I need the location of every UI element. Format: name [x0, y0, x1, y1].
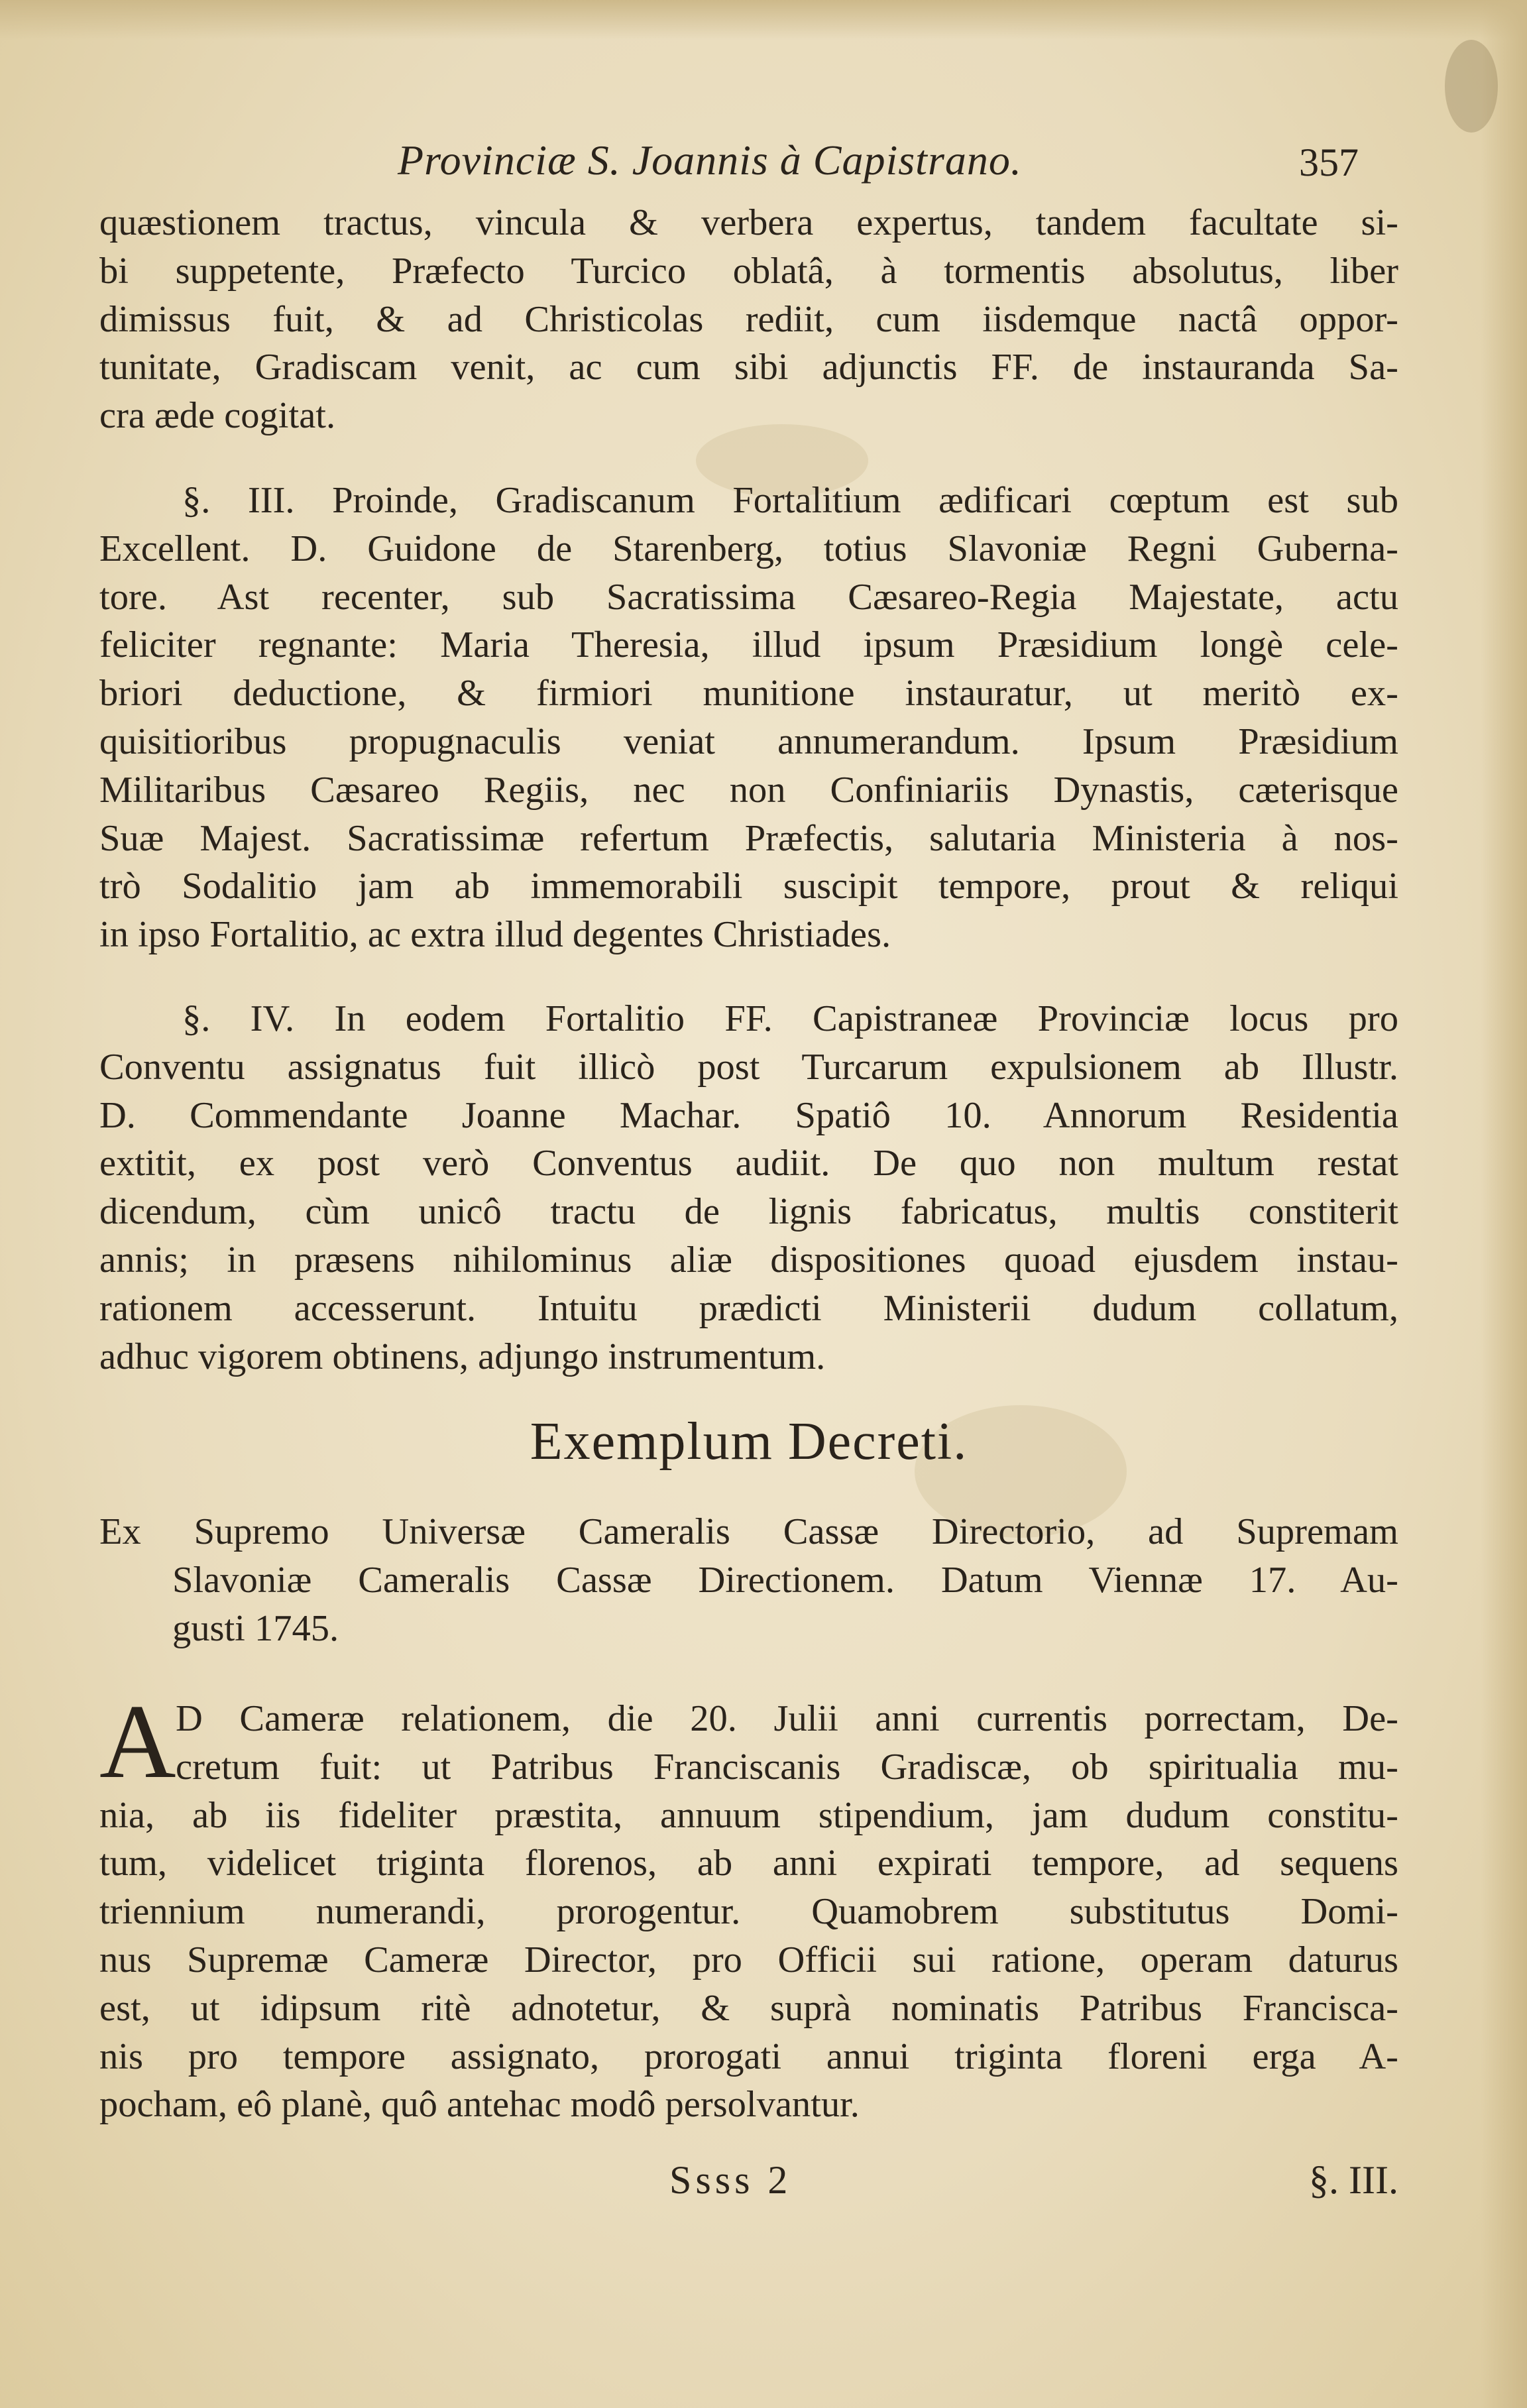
- decree-header: [99, 1508, 1398, 1652]
- text-line: est, ut idipsum ritè adnotetur, & suprà nominatis Patribus Francisca-: [99, 1987, 1398, 2029]
- page-edge-right: [1481, 0, 1527, 2408]
- text-line: pocham, eô planè, quô antehac modô persolvantur.: [99, 2084, 860, 2126]
- text-line: Suæ Majest. Sacratissimæ refertum Præfectis, salutaria Ministeria à nos-: [99, 817, 1398, 859]
- text-line: Militaribus Cæsareo Regiis, nec non Confiniariis Dynastis, cæterisque: [99, 769, 1398, 811]
- text-line: dimissus fuit, & ad Christicolas rediit, cum iisdemque nactâ oppor-: [99, 298, 1398, 340]
- text-line: D. Commendante Joanne Machar. Spatiô 10. Annorum Residentia: [99, 1094, 1398, 1136]
- catchword: §. III.: [1309, 2158, 1398, 2202]
- text-line: dicendum, cùm unicô tractu de lignis fabricatus, multis constiterit: [99, 1191, 1398, 1233]
- text-line: D Cameræ relationem, die 20. Julii anni currentis porrectam, De-: [176, 1698, 1398, 1739]
- text-line: nis pro tempore assignato, prorogati annui triginta floreni erga A-: [99, 2035, 1398, 2077]
- section-heading: Exemplum Decreti.: [530, 1412, 968, 1471]
- text-line: nus Supremæ Cameræ Director, pro Officii sui ratione, operam daturus: [99, 1939, 1398, 1980]
- page-number: 357: [1299, 141, 1359, 184]
- text-line: briori deductione, & firmiori munitione instauratur, ut meritò ex-: [99, 673, 1398, 715]
- text-line: nia, ab iis fideliter præstita, annuum stipendium, jam dudum constitu-: [99, 1794, 1398, 1836]
- text-line: tum, videlicet triginta florenos, ab anni expirati tempore, ad sequens: [99, 1843, 1398, 1884]
- text-line: trò Sodalitio jam ab immemorabili suscipit tempore, prout & reliqui: [99, 866, 1398, 907]
- page-edge-top: [0, 0, 1527, 40]
- text-line: gusti 1745.: [172, 1607, 339, 1649]
- text-line: rationem accesserunt. Intuitu prædicti Ministerii dudum collatum,: [99, 1287, 1398, 1329]
- drop-cap: A: [99, 1682, 176, 1800]
- text-line: bi suppetente, Præfecto Turcico oblatâ, à tormentis absolutus, liber: [99, 250, 1398, 292]
- text-line: in ipso Fortalitio, ac extra illud degentes Christiades.: [99, 914, 891, 956]
- paper-stain: [1445, 40, 1498, 133]
- text-line: quæstionem tractus, vincula & verbera expertus, tandem facultate si-: [99, 202, 1398, 243]
- paragraph-section-4: [99, 995, 1398, 1381]
- text-line: Slavoniæ Cameralis Cassæ Directionem. Datum Viennæ 17. Au-: [172, 1559, 1398, 1601]
- text-line: annis; in præsens nihilominus aliæ dispositiones quoad ejusdem instau-: [99, 1239, 1398, 1281]
- paragraph-section-3: [99, 477, 1398, 959]
- text-line: tunitate, Gradiscam venit, ac cum sibi adjunctis FF. de instauranda Sa-: [99, 347, 1398, 388]
- text-line: adhuc vigorem obtinens, adjungo instrumentum.: [99, 1336, 826, 1377]
- text-line: tore. Ast recenter, sub Sacratissima Cæsareo-Regia Majestate, actu: [99, 576, 1398, 618]
- text-line: cra æde cogitat.: [99, 395, 336, 437]
- text-line: cretum fuit: ut Patribus Franciscanis Gradiscæ, ob spiritualia mu-: [176, 1746, 1398, 1788]
- text-line: §. IV. In eodem Fortalitio FF. Capistraneæ Provinciæ locus pro: [182, 998, 1398, 1039]
- text-line: triennium numerandi, prorogentur. Quamobrem substitutus Domi-: [99, 1891, 1398, 1933]
- text-line: Conventu assignatus fuit illicò post Turcarum expulsionem ab Illustr.: [99, 1046, 1398, 1088]
- decree-body: [99, 1682, 1398, 2129]
- text-line: Excellent. D. Guidone de Starenberg, totius Slavoniæ Regni Guberna-: [99, 528, 1398, 569]
- paragraph-continuation: [99, 199, 1398, 440]
- signature-mark: Ssss 2: [669, 2158, 792, 2202]
- page-footer: [99, 2157, 1398, 2210]
- text-line: feliciter regnante: Maria Theresia, illud ipsum Præsidium longè cele-: [99, 624, 1398, 666]
- running-head: [99, 136, 1412, 196]
- text-line: quisitioribus propugnaculis veniat annumerandum. Ipsum Præsidium: [99, 720, 1398, 762]
- text-line: Ex Supremo Universæ Cameralis Cassæ Directorio, ad Supremam: [99, 1511, 1398, 1552]
- running-head-title: Provinciæ S. Joannis à Capistrano.: [398, 137, 1022, 184]
- text-line: extitit, ex post verò Conventus audiit. De quo non multum restat: [99, 1143, 1398, 1184]
- text-line: §. III. Proinde, Gradiscanum Fortalitium ædificari cœptum est sub: [182, 480, 1398, 521]
